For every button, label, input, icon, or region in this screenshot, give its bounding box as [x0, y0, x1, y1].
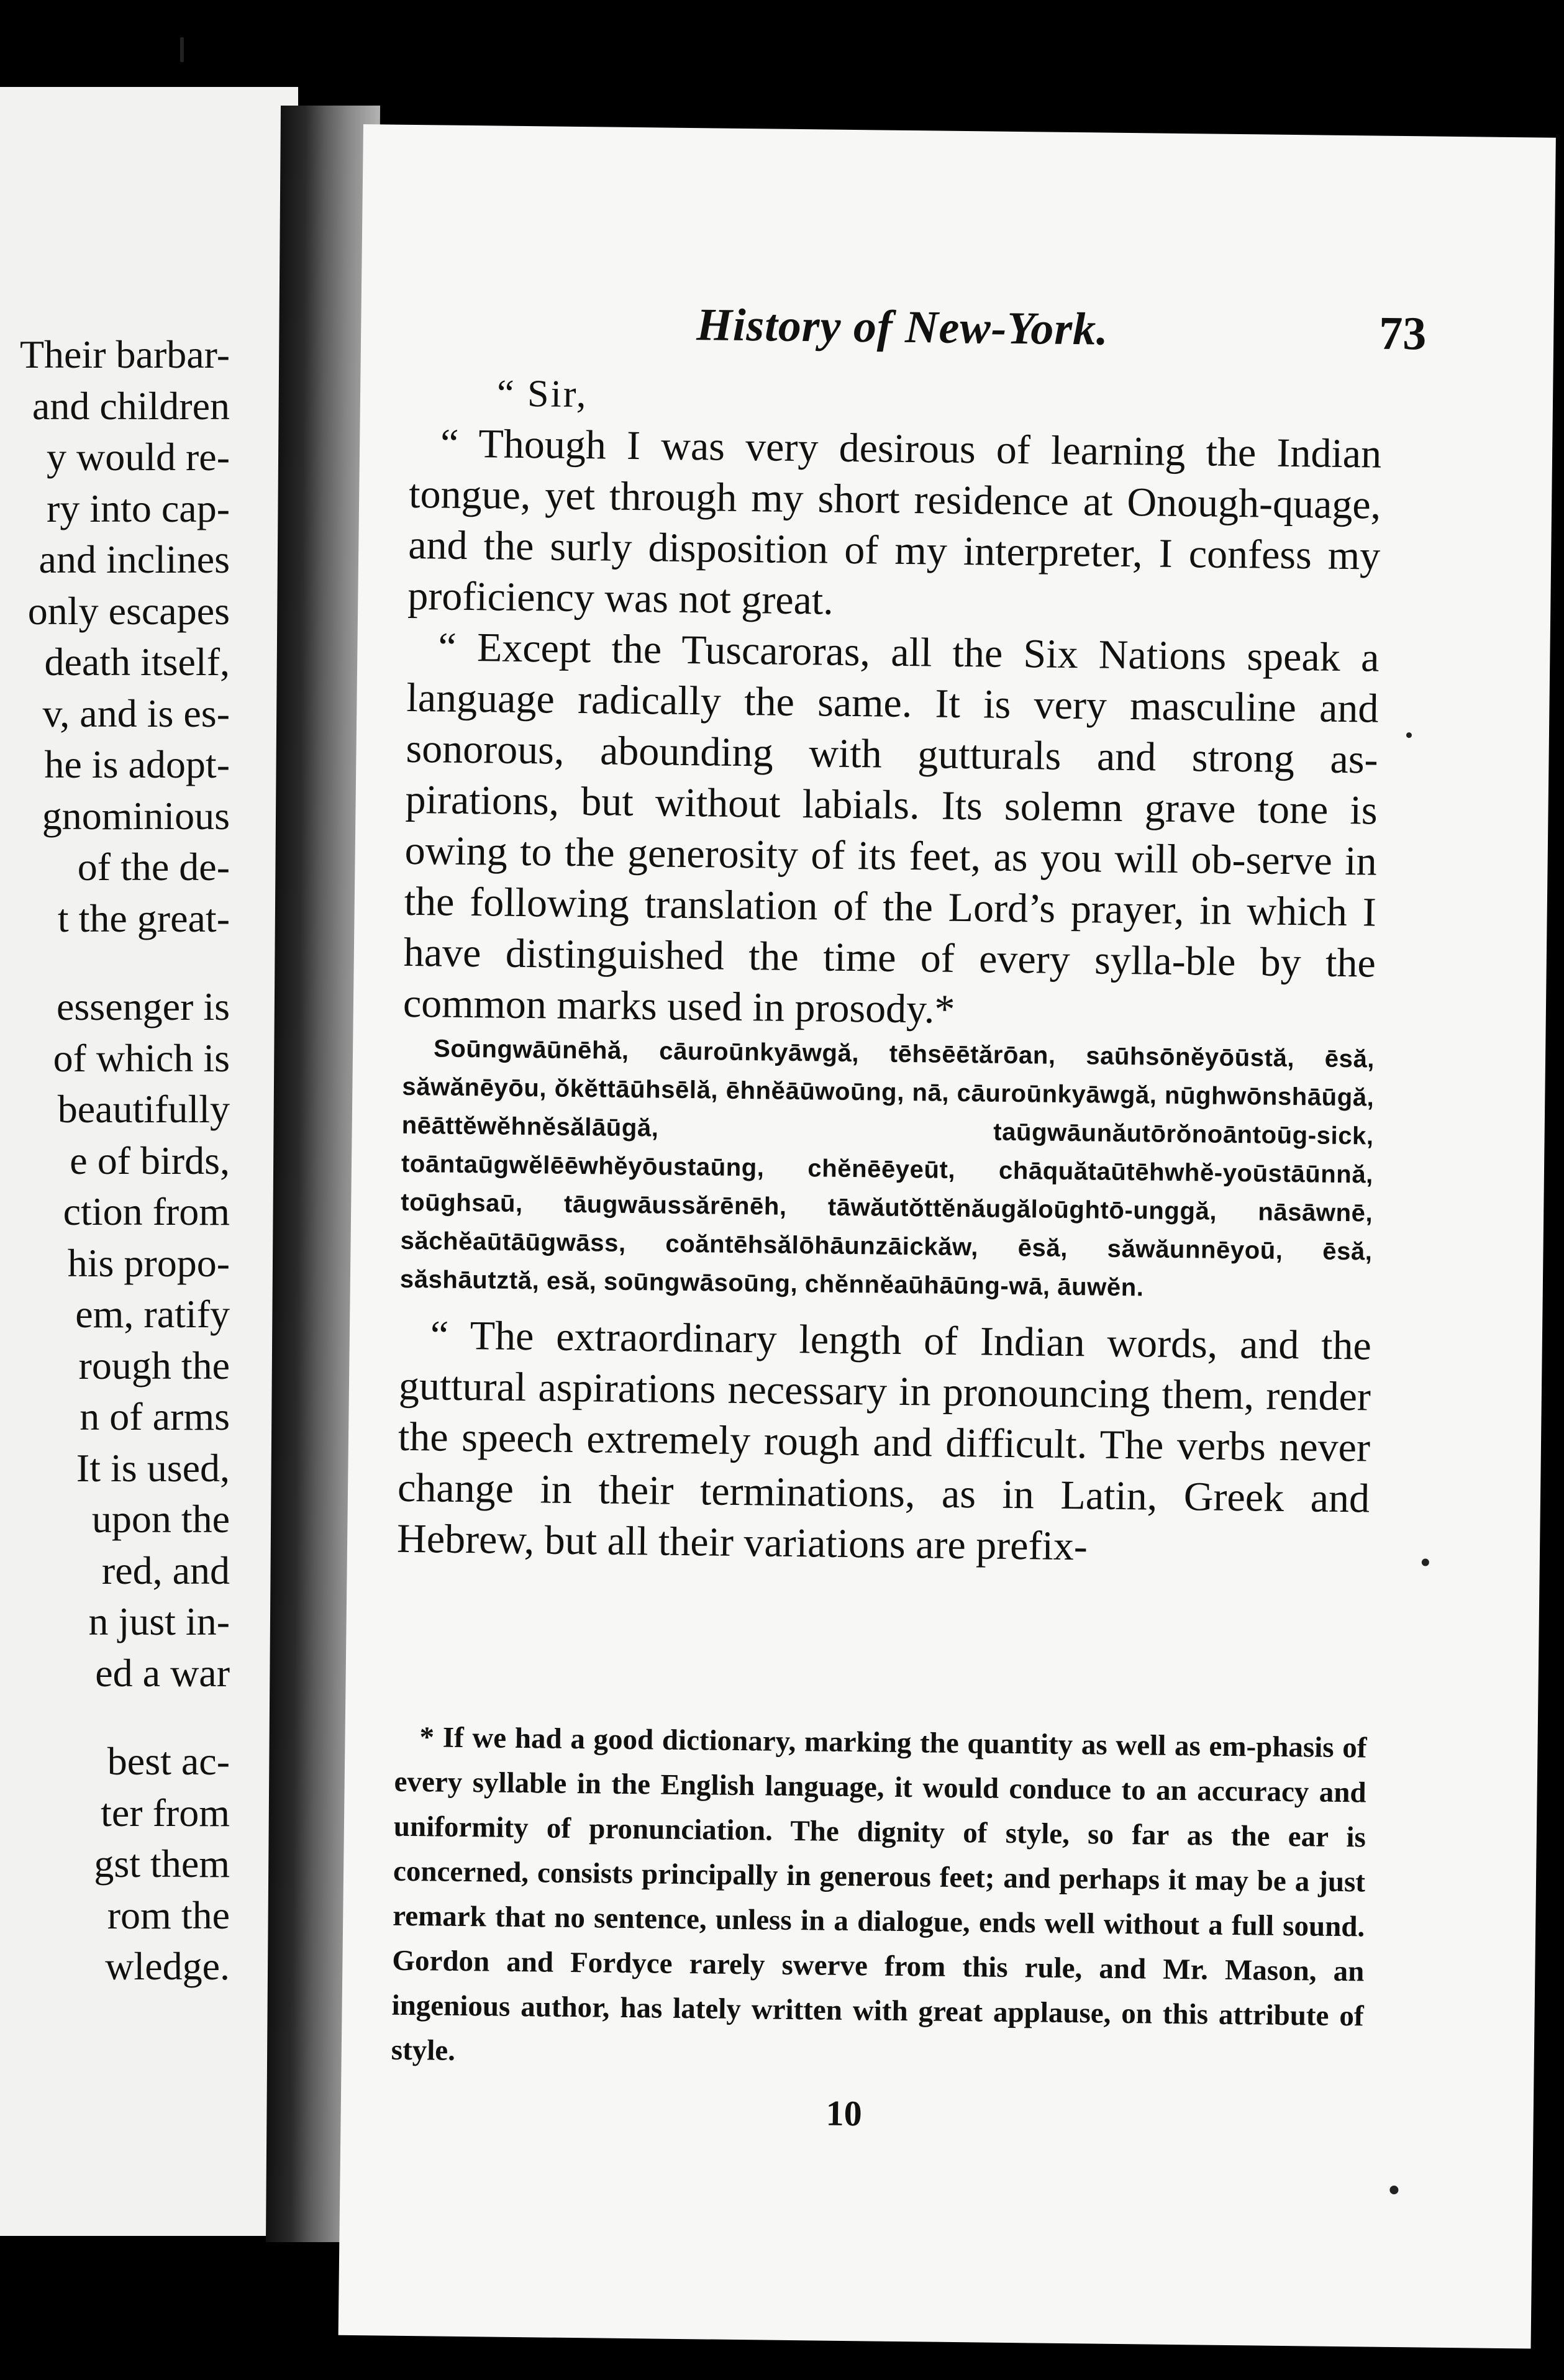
left-line: v, and is es-	[42, 691, 230, 735]
page-header	[361, 295, 1554, 365]
left-line: and inclines	[39, 537, 230, 581]
signature-mark: 10	[825, 2092, 863, 2134]
left-line: rough the	[78, 1343, 230, 1388]
left-line: y would re-	[46, 435, 230, 479]
left-line: gnominious	[42, 793, 230, 838]
left-paragraph-gap	[0, 944, 230, 981]
left-line: n of arms	[80, 1394, 230, 1438]
running-head: History of New-York.	[696, 299, 1109, 355]
left-paragraph-gap	[0, 1699, 230, 1736]
left-line: ry into cap-	[47, 486, 230, 530]
left-line: he is adopt-	[44, 742, 230, 786]
left-line: Their barbar-	[19, 332, 230, 376]
left-line: his propo-	[67, 1240, 230, 1285]
left-line: and children	[32, 383, 230, 428]
left-line: beautifully	[57, 1087, 230, 1131]
left-line: t the great-	[57, 896, 230, 940]
left-line: of the de-	[77, 845, 230, 889]
body-text	[397, 367, 1383, 1576]
left-line: upon the	[91, 1497, 230, 1541]
left-line: It is used,	[76, 1445, 230, 1490]
paragraph-six-nations: “ Except the Tuscaroras, all the Six Nations speak a language radically the same. It is very masculine and sonorous, abounding with gutturals and strong as-pirations, but without labials. Its solemn grave tone is owing to the generosity of its feet, as you will ob-serve in the following translation of the Lord’s prayer, in which I have distinguished the time of every sylla-ble by the common marks used in prosody.*	[402, 624, 1380, 1032]
left-line: essenger is	[56, 984, 230, 1029]
left-line: rom the	[107, 1892, 230, 1937]
right-page	[339, 124, 1556, 2349]
left-line: red, and	[101, 1548, 230, 1592]
left-line: em, ratify	[75, 1292, 230, 1336]
page-number: 73	[1378, 307, 1427, 360]
left-line: e of birds,	[70, 1138, 230, 1183]
left-line: of which is	[53, 1035, 230, 1080]
left-page	[0, 87, 298, 2236]
scan-speck	[180, 37, 184, 62]
scan-speck	[1389, 2186, 1398, 2194]
left-line: death itself,	[44, 640, 230, 684]
left-line: only escapes	[27, 588, 230, 633]
left-line: gst them	[94, 1842, 230, 1886]
left-page-text	[0, 329, 230, 1992]
footnote-text: * If we had a good dictionary, marking the quantity as well as em-phasis of every syllable in the English language, it would conduce to an accuracy and uniformity of pronunciation. The dignity of style, so far as the ear is concerned, consists principally in generous feet; and perhaps it may be a just remark that no sentence, unless in a dialogue, ends well without a full sound. Gordon and Fordyce rarely swerve from this rule, and Mr. Mason, an ingenious author, has lately written with great applause, on this attribute of style.	[391, 1721, 1367, 2067]
paragraph-indian-words: “ The extraordinary length of Indian words, and the guttural aspirations necessary in pronouncing them, render the speech extremely rough and difficult. The verbs never change in their terminations, as in Latin, Greek and Hebrew, but all their variations are prefix-	[396, 1312, 1372, 1569]
paragraph-proficiency: “ Though I was very desirous of learning the Indian tongue, yet through my short residence at Onough-quage, and the surly disposition of my interpreter, I confess my proficiency was not great.	[407, 420, 1382, 624]
scan-speck	[1406, 732, 1412, 738]
left-line: wledge.	[105, 1944, 230, 1988]
scan-speck	[1422, 1558, 1429, 1566]
left-line: best ac-	[107, 1739, 230, 1783]
left-line: n just in-	[88, 1599, 230, 1643]
salutation: “ Sir,	[496, 372, 588, 416]
left-line: ed a war	[95, 1650, 230, 1695]
lords-prayer-translation: Soūngwāūnēhă, cāuroūnkyāwgă, tēhsēētărōan, saūhsōnĕyōūstă, ēsă, săwănēyōu, ŏkĕttāūhsēlă, ēhnĕāūwoūng, nā, cāuroūnkyāwgă, nūghwōnshāūgă, nēāttĕwĕhnĕsălāūgă, taūgwāunăutōrŏnoāntoūg-sick, toāntaūgwĕlēēwhĕyōustaūng, chĕnēēyeūt, chāquătaūtēhwhĕ-yoūstāūnnă, toūghsaū, tāugwāussărēnēh, tāwăutŏttĕnăugăloūghtō-unggă, nāsāwnē, săchĕaūtāūgwāss, coăntēhsălōhāunzāickăw, ēsă, săwăunnēyoū, ēsă, săshāutztă, esă, soūngwāsoūng, chĕnnĕaūhāūng-wā, āuwĕn.	[399, 1035, 1375, 1302]
left-line: ction from	[63, 1189, 230, 1233]
left-line: ter from	[101, 1790, 230, 1835]
footnote	[391, 1715, 1366, 2084]
